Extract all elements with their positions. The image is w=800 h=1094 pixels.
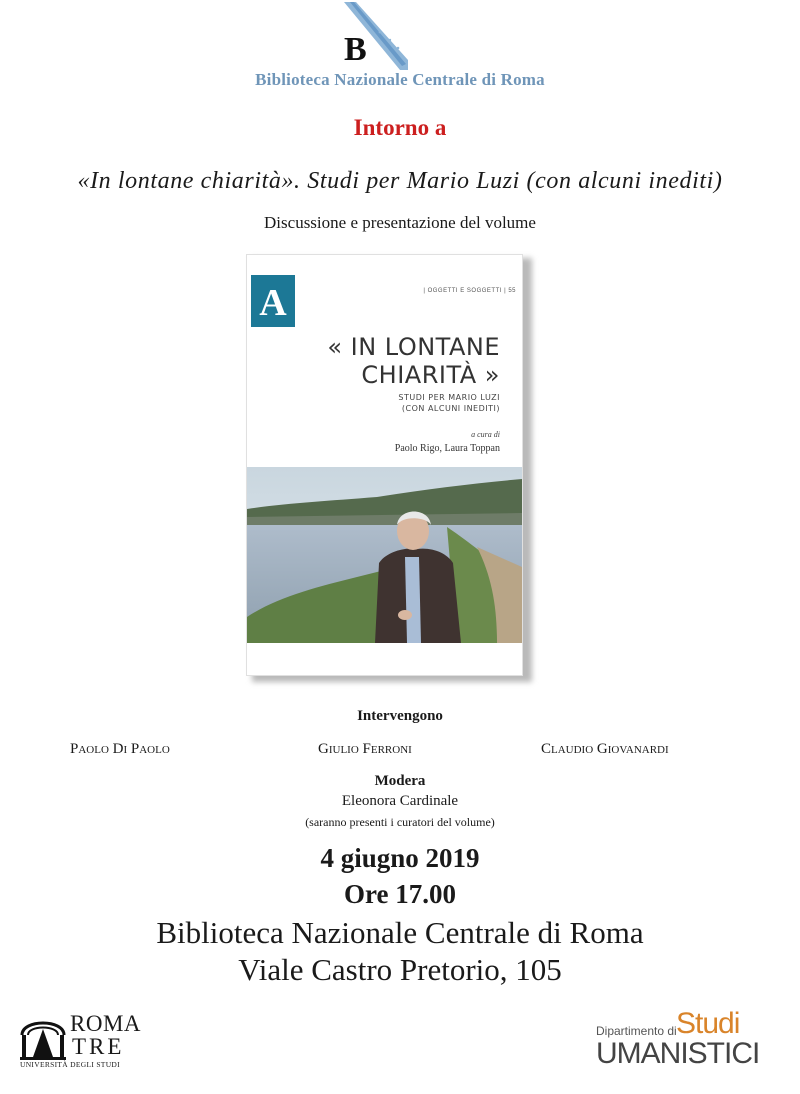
cover-title-line1: « IN LONTANE xyxy=(327,333,500,361)
book-cover xyxy=(246,254,523,676)
moderator-name: Eleonora Cardinale xyxy=(341,793,459,809)
roma-tre-logo-roma: ROMA xyxy=(70,1011,142,1036)
event-date: 4 giugno 2019 xyxy=(320,843,480,873)
department-logo-studi: Studi xyxy=(676,1007,740,1040)
curators-note: (saranno presenti i curatori del volume) xyxy=(305,815,495,829)
department-logo-umanistici: UMANISTICI xyxy=(596,1037,760,1070)
event-subtitle: Discussione e presentazione del volume xyxy=(264,213,536,232)
intro-title: Intorno a xyxy=(353,115,447,140)
library-name: Biblioteca Nazionale Centrale di Roma xyxy=(255,70,545,89)
speaker-name: Claudio Giovanardi xyxy=(541,741,669,757)
book-title: «In lontane chiarità». Studi per Mario Luzi (con alcuni inediti) xyxy=(77,168,723,194)
cover-edited-by: a cura di xyxy=(471,430,500,439)
event-address: Viale Castro Pretorio, 105 xyxy=(238,952,562,987)
publisher-logo-letter: A xyxy=(259,282,287,324)
roma-tre-logo-university: UNIVERSITÀ DEGLI STUDI xyxy=(20,1060,120,1069)
department-logo-dipartimento: Dipartimento di xyxy=(596,1024,677,1038)
cover-title-line2: CHIARITÀ » xyxy=(361,361,500,389)
publisher-logo xyxy=(251,275,295,327)
library-logo xyxy=(340,2,410,72)
event-time: Ore 17.00 xyxy=(344,879,456,909)
moderator-heading: Modera xyxy=(374,773,426,789)
speaker-name: Paolo Di Paolo xyxy=(70,741,170,757)
cover-subtitle-line1: STUDI PER MARIO LUZI xyxy=(398,393,500,402)
event-venue: Biblioteca Nazionale Centrale di Roma xyxy=(156,915,644,950)
roma-tre-logo-tre: TRE xyxy=(72,1034,125,1059)
cover-series: | OGGETTI E SOGGETTI | 55 xyxy=(423,288,516,294)
cover-subtitle-line2: (CON ALCUNI INEDITI) xyxy=(401,404,500,413)
cover-editors: Paolo Rigo, Laura Toppan xyxy=(394,443,500,454)
speaker-name: Giulio Ferroni xyxy=(318,741,412,757)
speakers-heading: Intervengono xyxy=(357,708,443,724)
library-logo-letter: B xyxy=(344,31,367,68)
cover-photo xyxy=(247,467,522,643)
